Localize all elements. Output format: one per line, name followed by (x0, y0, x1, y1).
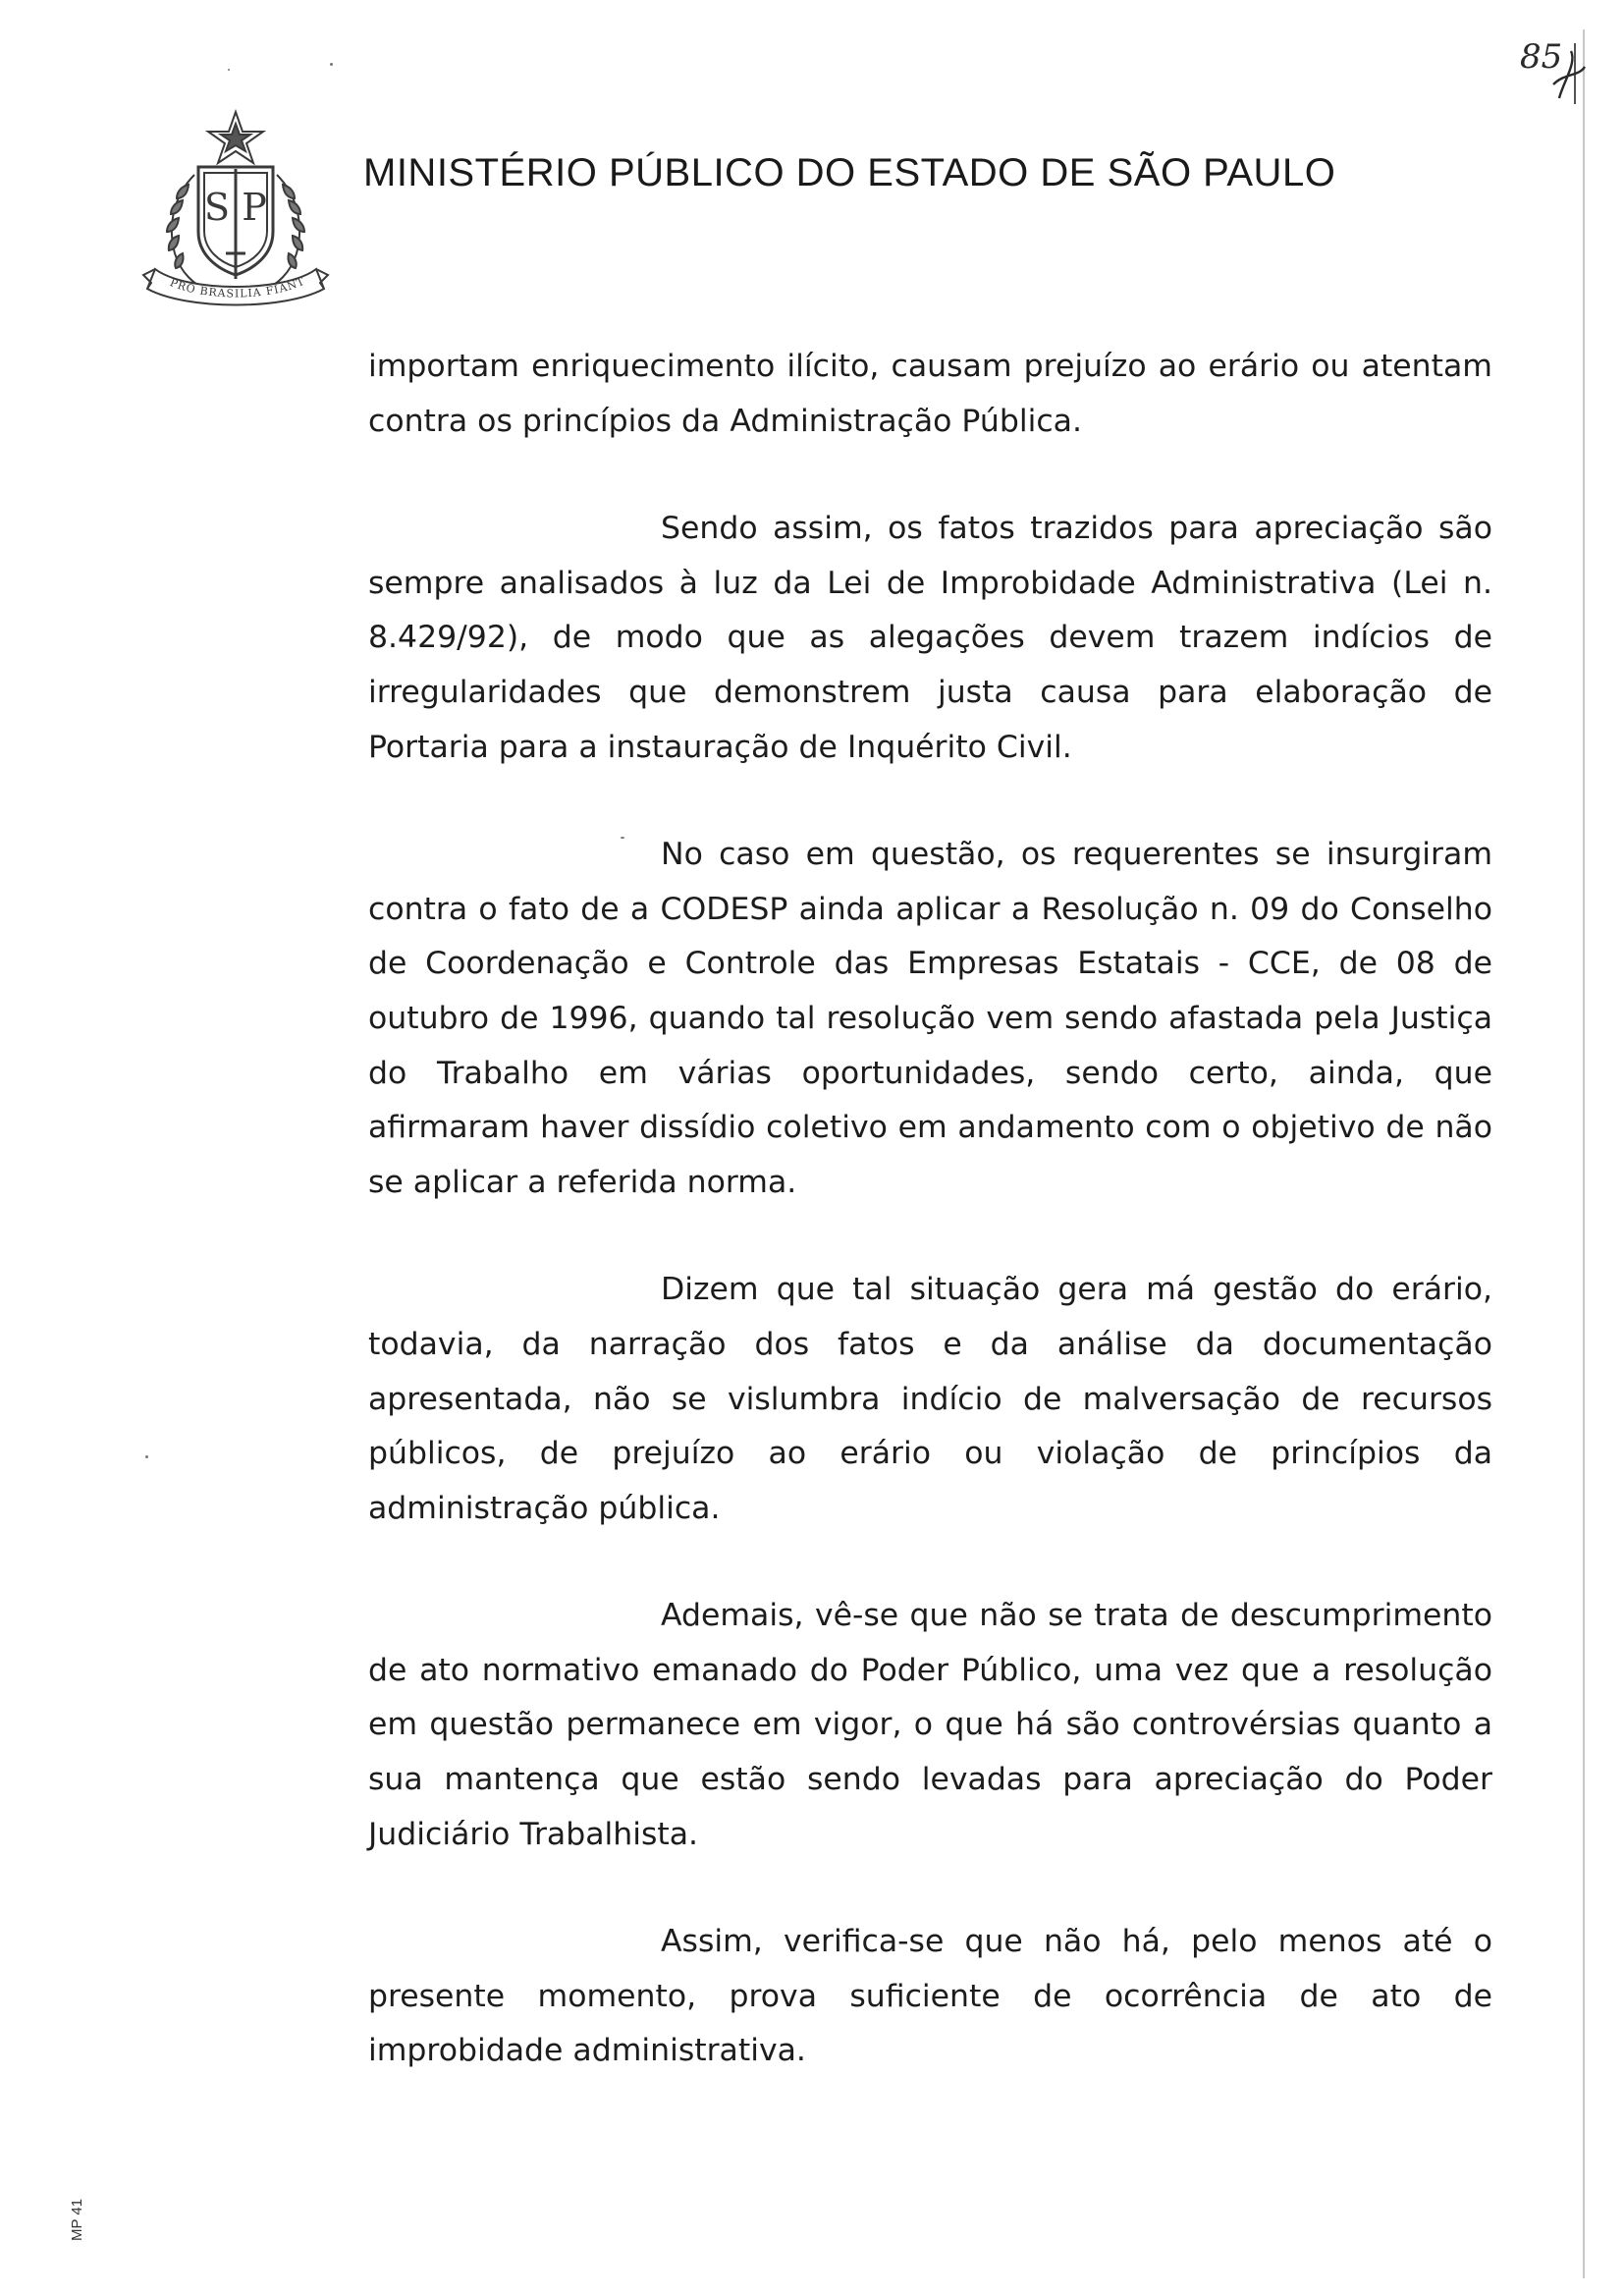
paragraph-4: Dizem que tal situação gera má gestão do erário, todavia, da narração dos fatos e da análise da documentação apresentada, não se vislumbra indício de malversação de recursos públicos, de prejuízo ao erário ou violação de princípios da administração pública. (368, 1272, 1492, 1526)
sao-paulo-coat-of-arms-icon (137, 106, 334, 312)
scan-speck (330, 63, 333, 66)
form-code-text: MP 41 (69, 2198, 85, 2241)
emblem-initial-right: P (242, 186, 267, 229)
emblem-motto: PRO BRASILIA FIANT (168, 274, 307, 301)
paragraph-1: importam enriquecimento ilícito, causam prejuízo ao erário ou atentam contra os princípios da Administração Pública. (368, 349, 1492, 439)
document-body (368, 340, 1492, 2132)
initials-scribble-icon (1520, 33, 1598, 112)
folio-mark (1520, 33, 1598, 112)
scan-speck (228, 69, 230, 71)
scan-speck (621, 837, 624, 839)
page-header-title: MINISTÉRIO PÚBLICO DO ESTADO DE SÃO PAULO (363, 151, 1336, 194)
scan-speck (145, 1455, 148, 1458)
paragraph-3: No caso em questão, os requerentes se insurgiram contra o fato de a CODESP ainda aplicar a Resolução n. 09 do Conselho de Coordenação e Controle das Empresas Estatais - CCE, de 08 de outubro de 1996, quando tal resolução vem sendo afastada pela Justiça do Trabalho em várias oportunidades, sendo certo, ainda, que afirmaram haver dissídio coletivo em andamento com o objetivo de não se aplicar a referida norma. (368, 837, 1492, 1200)
page-edge-line (1583, 29, 1585, 2278)
folio-number: 85 (1520, 37, 1563, 77)
paragraph-5: Ademais, vê-se que não se trata de descumprimento de ato normativo emanado do Poder Público, uma vez que a resolução em questão permanece em vigor, o que há são controvérsias quanto a sua mantença que estão sendo levadas para apreciação do Poder Judiciário Trabalhista. (368, 1598, 1492, 1852)
paragraph-2: Sendo assim, os fatos trazidos para apreciação são sempre analisados à luz da Lei de Improbidade Administrativa (Lei n. 8.429/92), de modo que as alegações devem trazem indícios de irregularidades que demonstrem justa causa para elaboração de Portaria para a instauração de Inquérito Civil. (368, 511, 1492, 765)
paragraph-6: Assim, verifica-se que não há, pelo menos até o presente momento, prova suficiente de ocorrência de ato de improbidade administrativa. (368, 1924, 1492, 2069)
form-code (59, 2182, 98, 2261)
emblem-initial-left: S (203, 186, 231, 229)
